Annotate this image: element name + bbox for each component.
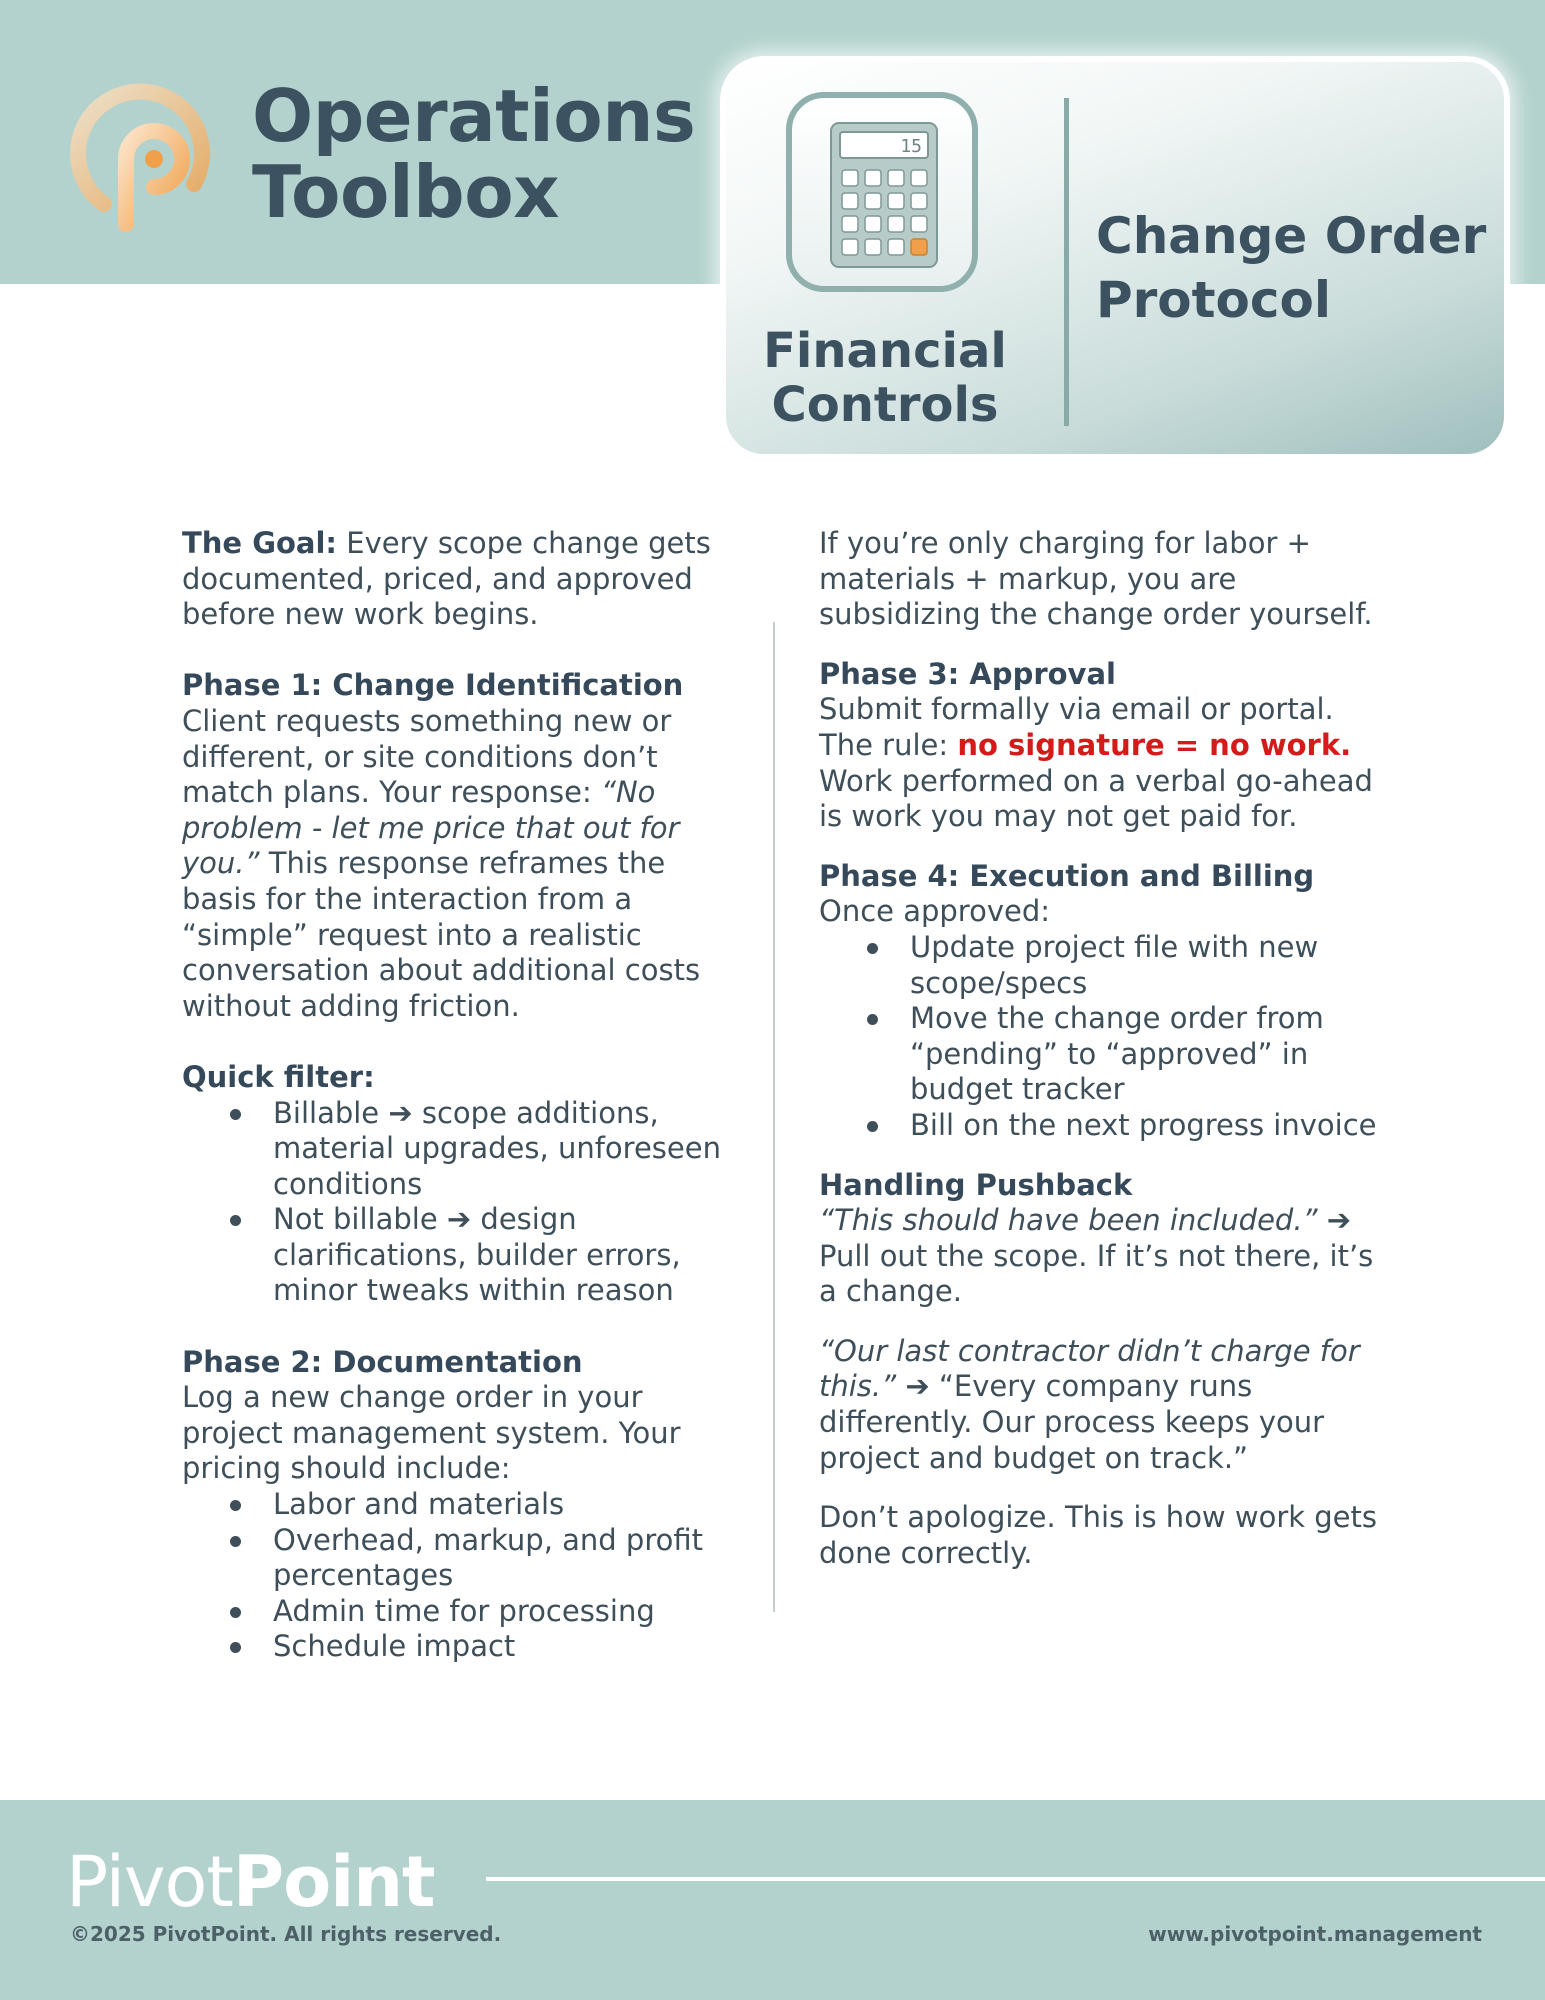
card-category: [760, 324, 1010, 432]
pushback2-quote: “Our last contractor didn’t charge for this.”: [819, 1333, 1360, 1404]
list-item: Update project file with new scope/specs: [819, 930, 1379, 1001]
card-topic: [1096, 204, 1486, 332]
card-category-line1: Financial: [763, 323, 1007, 379]
list-item: Not billable ➔ design clarifications, builder errors, minor tweaks within reason: [182, 1202, 742, 1309]
list-item: Overhead, markup, and profit percentages: [182, 1523, 742, 1594]
card-topic-line2: Protocol: [1096, 271, 1332, 329]
card-topic-line1: Change Order: [1096, 207, 1487, 265]
calculator-display: 15: [900, 136, 922, 157]
filter-list: [182, 1096, 742, 1310]
pushback2-paragraph: [819, 1334, 1379, 1476]
phase2-heading: Phase 2: Documentation: [182, 1344, 583, 1379]
right-column: [819, 526, 1379, 1571]
brand-part1: Pivot: [66, 1841, 233, 1923]
list-item: Billable ➔ scope additions, material upgrades, unforeseen conditions: [182, 1096, 742, 1203]
calculator-frame: [786, 92, 978, 292]
filter-heading: Quick filter:: [182, 1059, 375, 1094]
approval-rule: no signature = no work.: [957, 727, 1352, 762]
phase1-heading: Phase 1: Change Identification: [182, 668, 684, 703]
pushback1-paragraph: [819, 1203, 1379, 1310]
list-item: Bill on the next progress invoice: [819, 1108, 1379, 1144]
execution-list: [819, 930, 1379, 1144]
phase1-paragraph: [182, 704, 742, 1024]
topic-card: [720, 56, 1510, 460]
list-item: Labor and materials: [182, 1487, 742, 1523]
list-item: Schedule impact: [182, 1629, 742, 1665]
phase3-text-a: Submit formally via email or portal. The rule:: [819, 692, 1334, 762]
card-category-line2: Controls: [771, 377, 999, 433]
column-divider: [773, 622, 775, 1612]
toolbox-title-line1: Operations: [252, 74, 696, 158]
phase4-heading: Phase 4: Execution and Billing: [819, 858, 1315, 893]
calculator-icon: [830, 122, 938, 268]
phase3-text-b: Work performed on a verbal go-ahead is work you may not get paid for.: [819, 763, 1373, 834]
footer-divider: [486, 1877, 1545, 1881]
goal-paragraph: [182, 526, 742, 633]
phase3-paragraph: [819, 692, 1379, 834]
phase4-text: Once approved:: [819, 894, 1051, 929]
toolbox-title-line2: Toolbox: [252, 150, 560, 234]
phase1-text-a: Client requests something new or different, or site conditions don’t match plans. Your response:: [182, 703, 672, 810]
goal-label: The Goal:: [182, 526, 338, 560]
footer: [0, 1800, 1545, 2000]
website-link[interactable]: www.pivotpoint.management: [1148, 1922, 1482, 1946]
copyright-text: ©2025 PivotPoint. All rights reserved.: [70, 1922, 502, 1946]
closing-text: Don’t apologize. This is how work gets done correctly.: [819, 1500, 1377, 1570]
phase2-text: Log a new change order in your project management system. Your pricing should include:: [182, 1380, 681, 1486]
pushback-heading: Handling Pushback: [819, 1167, 1133, 1202]
goal-text: Every scope change gets documented, priced, and approved before new work begins.: [182, 526, 711, 632]
phase1-quote: “No problem - let me price that out for you.”: [182, 775, 680, 881]
footer-brand: [66, 1842, 435, 1922]
pushback1-text: ➔ Pull out the scope. If it’s not there, it’s a change.: [819, 1203, 1374, 1309]
pushback2-text: ➔ “Every company runs differently. Our process keeps your project and budget on track.”: [819, 1369, 1325, 1475]
brand-part2: Point: [232, 1841, 435, 1923]
subsidy-text: If you’re only charging for labor + materials + markup, you are subsidizing the change order yourself.: [819, 526, 1373, 632]
left-column: [182, 526, 742, 1665]
card-divider: [1064, 98, 1069, 426]
pivotpoint-logo-icon: [66, 74, 216, 234]
phase1-text-b: This response reframes the basis for the interaction from a “simple” request into a realistic conversation about additional costs without adding friction.: [182, 846, 701, 1023]
list-item: Admin time for processing: [182, 1594, 742, 1630]
phase3-heading: Phase 3: Approval: [819, 656, 1116, 691]
pricing-list: [182, 1487, 742, 1665]
toolbox-title: [252, 74, 696, 234]
pushback1-quote: “This should have been included.”: [819, 1203, 1318, 1238]
list-item: Move the change order from “pending” to “approved” in budget tracker: [819, 1001, 1379, 1108]
